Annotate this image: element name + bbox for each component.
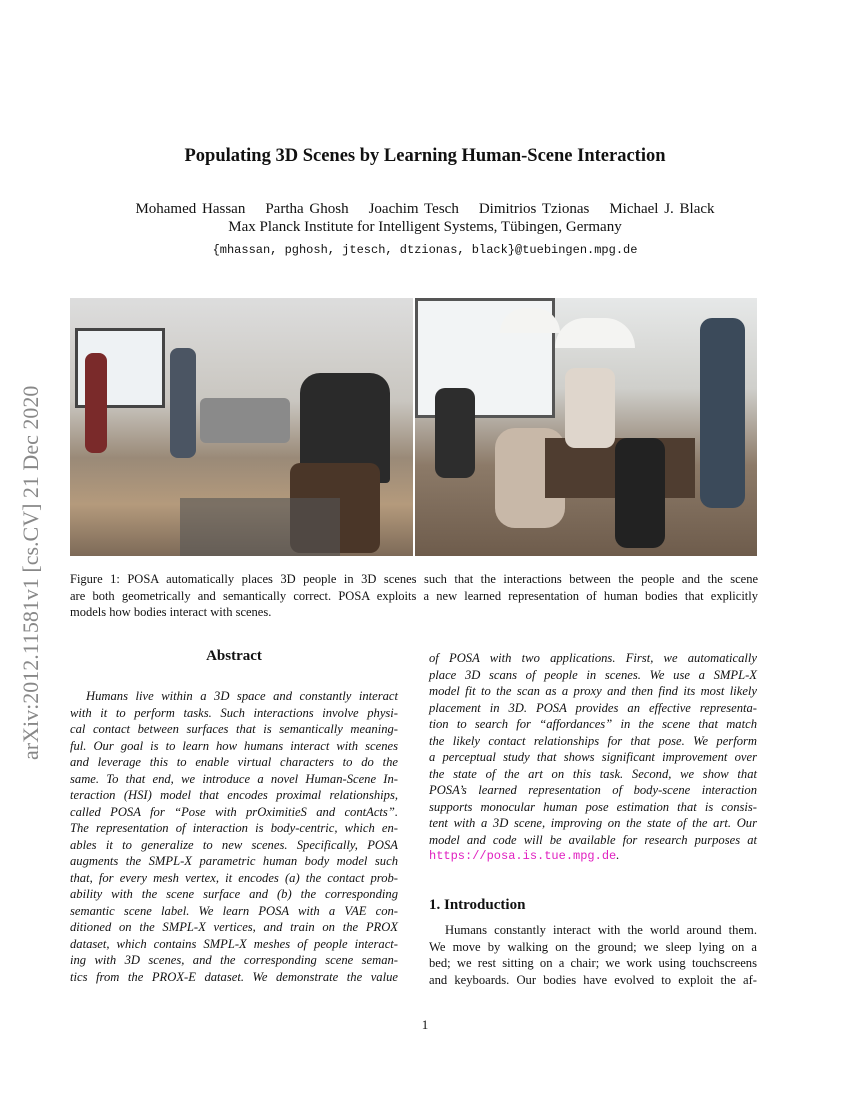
text-line: tion to search for “affordances” in the scene that match [429,717,757,731]
text-line: augments the SMPL-X parametric human body model such [70,854,398,868]
text-line: ing with 3D scenes, and the corresponding scene seman- [70,953,398,967]
author: Joachim Tesch [368,201,459,217]
text-line: bed; we rest sitting on a chair; we work using touchscreens [429,956,757,970]
institution: Max Planck Institute for Intelligent Systems, Tübingen, Germany [228,219,622,235]
text-line: called POSA for “Pose with prOximitieS and contActs”. [70,804,398,819]
author-emails: {mhassan, pghosh, jtesch, dtzionas, black}@tuebingen.mpg.de [212,243,638,257]
text-line: dataset, which contains SMPL-X meshes of people interact- [70,936,398,951]
caption-line: Figure 1: POSA automatically places 3D people in 3D scenes such that the interactions between the people and the scene [70,572,758,586]
text-line: model fit to the scan as a proxy and then find its most likely [429,684,757,698]
abstract-left-column [70,688,398,985]
author: Michael J. Black [609,201,715,217]
abstract-heading: Abstract [206,648,262,664]
text-line: cal contact between surfaces that is semantically meaning- [70,722,398,736]
text-line: We move by walking on the ground; we sleep lying on a [429,939,757,954]
text-line: of POSA with two applications. First, we automatically [429,651,757,665]
text-line: semantic scene label. We learn POSA with a VAE con- [70,903,398,918]
author: Mohamed Hassan [135,201,246,217]
text-line: and leverage this to enable virtual characters to do the [70,755,398,769]
text-line: teraction (HSI) model that encodes proximal relationships, [70,788,398,802]
arxiv-side-label: arXiv:2012.11581v1 [cs.CV] 21 Dec 2020 [18,385,43,760]
text-line: tics from the PROX-E dataset. We demonstrate the value [70,969,398,984]
text-line: POSA’s learned representation of body-scene interaction [429,783,757,797]
text-line: placement in 3D. POSA provides an effective representa- [429,700,757,715]
text-line: Humans constantly interact with the world around them. [445,923,757,937]
page-number: 1 [421,1017,429,1032]
text-line: ful. Our goal is to learn how humans interact with scenes [70,738,398,753]
text-line: place 3D scans of people in scenes. We use a SMPL-X [429,667,757,682]
text-line: the likely contact relationships for that pose. We perform [429,733,757,748]
caption-line: models how bodies interact with scenes. [70,605,272,619]
figure-image-living-room [70,298,413,556]
text-line: a perceptual study that shows significant improvement over [429,750,757,764]
text-line: the state of the art on this task. Second, we show that [429,766,757,781]
intro-heading: 1. Introduction [429,897,526,913]
text-line: model and code will be available for research purposes at [429,832,757,847]
text-line: that, for every mesh vertex, it encodes (a) the contact prob- [70,870,398,885]
paper-title: Populating 3D Scenes by Learning Human-Scene Interaction [184,146,666,166]
author-list [0,201,850,218]
abstract-url-line: https://posa.is.tue.mpg.de. [429,848,620,863]
intro-paragraph [429,922,757,988]
figure-image-meeting-room [415,298,757,556]
project-url-link[interactable]: https://posa.is.tue.mpg.de [429,849,617,863]
author: Partha Ghosh [265,201,349,217]
text-line: ables it to generalize to new scenes. Specifically, POSA [70,837,398,852]
figure-caption [70,571,758,621]
text-line: ability with the scene surface and (b) the corresponding [70,887,398,901]
text-line: The representation of interaction is body-centric, which en- [70,821,398,835]
text-line: Humans live within a 3D space and constantly interact [86,689,398,703]
abstract-right-column [429,650,757,848]
text-line: supports monocular human pose estimation that is consis- [429,799,757,814]
text-line: and keyboards. Our bodies have evolved to exploit the af- [429,972,757,987]
text-line: tent with a 3D scene, improving on the state of the art. Our [429,816,757,830]
text-line: same. To that end, we introduce a novel Human-Scene In- [70,771,398,786]
text-line: ditioned on the SMPL-X vertices, and train on the PROX [70,920,398,934]
text-line: with it to perform tasks. Such interactions involve physi- [70,705,398,720]
caption-line: are both geometrically and semantically correct. POSA exploits a new learned representation of human bodies that explicitly [70,588,758,603]
author: Dimitrios Tzionas [478,201,590,217]
